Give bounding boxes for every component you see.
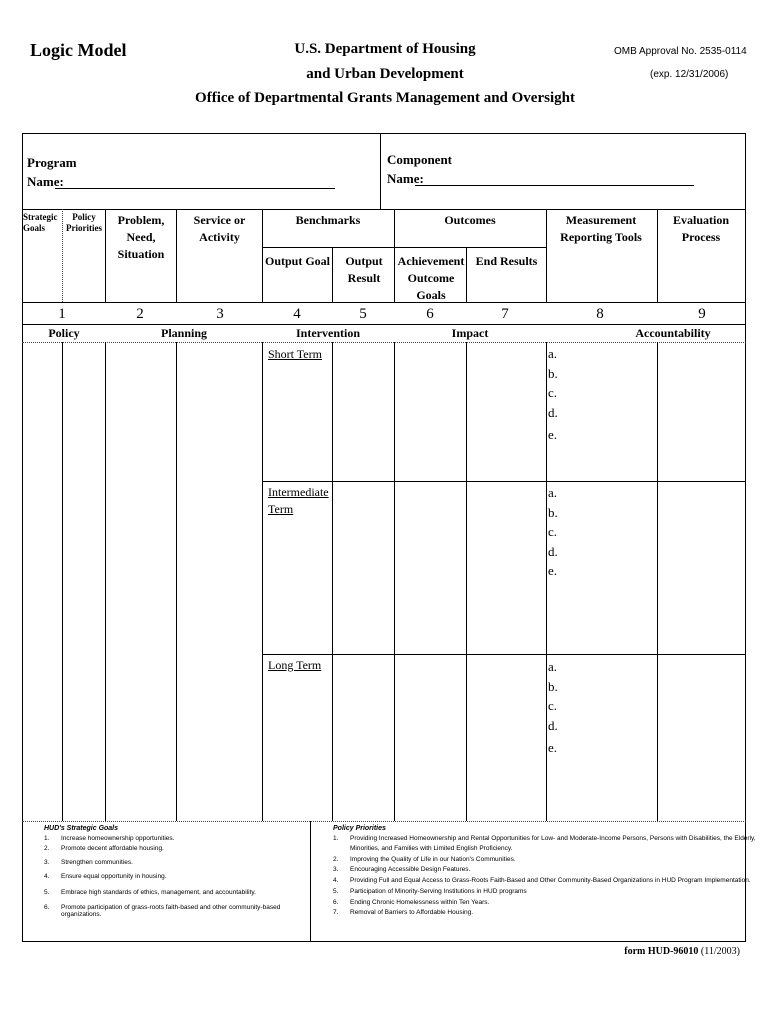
- long-term-letters: [548, 657, 558, 758]
- strategic-goals-title: HUD's Strategic Goals: [44, 825, 119, 832]
- goal-item: 1. Increase homeownership opportunities.: [44, 835, 175, 842]
- goal-item: 6. Promote participation of grass-roots faith-based and other community-based organizations.: [44, 903, 281, 918]
- form-date: (11/2003): [700, 946, 740, 957]
- intermediate-term-letters: [548, 483, 558, 581]
- group-policy: Policy: [48, 326, 80, 340]
- group-accountability: Accountability: [635, 326, 711, 340]
- goal-item: 3. Strengthen communities.: [44, 858, 133, 866]
- letter-d: d.: [548, 717, 558, 733]
- goal-item: 4. Ensure equal opportunity in housing.: [44, 872, 167, 880]
- col-output-goal: Output Goal: [264, 254, 330, 268]
- col-benchmarks: Benchmarks: [295, 213, 361, 227]
- group-planning: Planning: [160, 326, 208, 340]
- short-term-letters: [548, 344, 558, 445]
- col-service: Service or Activity: [193, 213, 246, 244]
- col-number-1: 1: [58, 306, 66, 322]
- col-number-2: 2: [136, 306, 144, 322]
- letter-c: c.: [548, 385, 558, 400]
- col-problem: Problem, Need, Situation: [117, 213, 165, 261]
- priority-item: 1. Providing Increased Homeownership and Rental Opportunities for Low- and Moderate-Income Persons, Persons with Disabilities, the Elderly,: [333, 835, 756, 842]
- omb-approval: OMB Approval No. 2535-0114: [614, 46, 747, 57]
- expiration-date: (exp. 12/31/2006): [650, 69, 729, 80]
- col-number-4: 4: [293, 306, 301, 322]
- col-outcomes: Outcomes: [444, 213, 496, 227]
- letter-e: e.: [548, 563, 558, 578]
- office-name: Office of Departmental Grants Management and Oversight: [195, 90, 575, 106]
- program-name-field[interactable]: [55, 174, 335, 189]
- component-label: Component: [387, 152, 453, 167]
- priority-item: 5. Participation of Minority-Serving Institutions in HUD programs: [333, 888, 527, 895]
- priority-item: Minorities, and Families with Limited English Proficiency.: [350, 845, 513, 852]
- col-measurement: Measurement Reporting Tools: [560, 213, 642, 244]
- priority-item: 7. Removal of Barriers to Affordable Housing.: [333, 909, 474, 916]
- intermediate-term-label-1: Intermediate: [268, 485, 329, 499]
- col-strategic-goals: Strategic Goals: [23, 212, 58, 233]
- form-title: Logic Model: [30, 40, 127, 60]
- short-term-label: Short Term: [268, 347, 322, 361]
- strategic-goals-list: [44, 835, 306, 918]
- group-intervention: Intervention: [296, 326, 360, 340]
- department-line-2: and Urban Development: [306, 66, 464, 82]
- col-policy-priorities: Policy Priorities: [66, 212, 102, 233]
- goal-item: 2. Promote decent affordable housing.: [44, 844, 164, 852]
- letter-b: b.: [548, 504, 558, 520]
- col-number-7: 7: [501, 306, 509, 322]
- priority-item: 4. Providing Full and Equal Access to Grass-Roots Faith-Based and Other Community-Based Organizations in HUD Program Implementation.: [333, 877, 751, 884]
- goal-item: 5. Embrace high standards of ethics, management, and accountability.: [44, 888, 256, 896]
- col-number-8: 8: [596, 306, 604, 322]
- group-impact: Impact: [451, 326, 489, 340]
- col-evaluation: Evaluation Process: [672, 213, 729, 244]
- letter-d: d.: [548, 404, 558, 420]
- program-name-label: Name:: [27, 174, 64, 189]
- intermediate-term-label-2: Term: [268, 502, 294, 516]
- department-line-1: U.S. Department of Housing: [294, 41, 476, 57]
- letter-a: a.: [548, 485, 558, 500]
- letter-a: a.: [548, 346, 558, 361]
- component-name-field[interactable]: [415, 171, 694, 186]
- col-achievement: Achievement Outcome Goals: [397, 254, 465, 302]
- col-number-3: 3: [216, 306, 224, 322]
- letter-a: a.: [548, 659, 558, 674]
- col-number-5: 5: [359, 306, 367, 322]
- col-number-6: 6: [426, 306, 434, 322]
- col-output-result: Output Result: [345, 254, 383, 285]
- program-label: Program: [27, 155, 77, 170]
- col-number-9: 9: [698, 306, 706, 322]
- policy-priorities-title: Policy Priorities: [333, 825, 386, 832]
- letter-e: e.: [548, 427, 558, 442]
- letter-b: b.: [548, 365, 558, 381]
- letter-c: c.: [548, 524, 558, 539]
- component-name-label: Name:: [387, 171, 424, 186]
- letter-d: d.: [548, 543, 558, 559]
- priority-item: 6. Ending Chronic Homelessness within Ten Years.: [333, 898, 490, 906]
- letter-c: c.: [548, 698, 558, 713]
- priority-item: 2. Improving the Quality of Life in our Nation's Communities.: [333, 855, 516, 863]
- letter-e: e.: [548, 740, 558, 755]
- form-number: [600, 946, 740, 957]
- col-end-results: End Results: [475, 254, 538, 268]
- priority-item: 3. Encouraging Accessible Design Features.: [333, 866, 471, 873]
- long-term-label: Long Term: [268, 658, 322, 672]
- policy-priorities-list: [333, 835, 756, 919]
- letter-b: b.: [548, 678, 558, 694]
- form-id: form HUD-96010: [624, 946, 699, 957]
